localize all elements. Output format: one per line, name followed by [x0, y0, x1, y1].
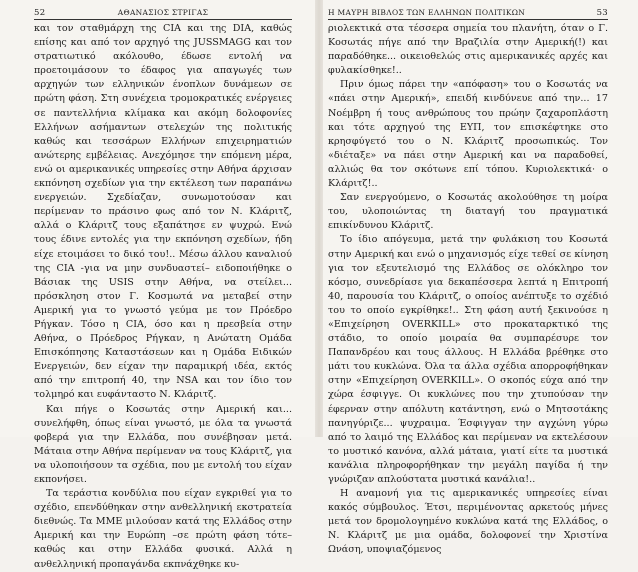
paragraph: Πριν όμως πάρει την «απόφαση» του ο Κοσωτάς να «πάει στην Αμερική», επειδή κινδύνευε από την... 17 Νοέμβρη ή τους ανθρώπους του πρώην ζαχαροπλάστη και τότε αρχηγού της ΕΥΠ, τον επισκέφτηκε στο κρησφύγετό του ο Ν. Κλάριτζ προσωπικώς. Τον «διέταξε» να πάει στην Αμερική και να παραδοθεί, αλλιώς θα τον σκότωνε επί τόπου. Κυριολεκτικά· ο Κλάριτζ!..	[328, 79, 608, 190]
left-page-body	[34, 22, 292, 572]
left-page-number: 52	[34, 8, 46, 18]
paragraph: και τον σταθμάρχη της CIA και της DIA, καθώς επίσης και από τον αρχηγό της JUSSMAGG και τον στρατιωτικό ακόλουθο, έδωσε εντολή να προετοιμάσουν το έδαφος για απαγωγές των αρχηγών των ελληνικών ένοπλων δυνάμεων σε πρώτη φάση. Στη συνέχεια τρομοκρατικές ενέργειες σε παντελλήνια κλίμακα και ακόμη δολοφονίες Ελλήνων ασήμαντων στελεχών της πολιτικής καθώς και τεσσάρων Ελλήνων επιχειρηματιών ανώτερης εμβέλειας. Ανεχόμησε την επόμενη μέρα, ενώ οι αμερικανικές υπηρεσίες στην Αθήνα άρχισαν εκπόνηση σχεδίων για την εκτέλεση των παραπάνω ενεργειών. Σχεδίαζαν, συνωμοτούσαν και περίμεναν το πράσινο φως από τον Ν. Κλάριτζ, αλλά ο Κλάριτζ τους εξαπάτησε εν ψυχρώ. Ενώ τους έδινε εντολές για την εκπόνηση σχεδίων, ήδη είχε ετοιμάσει το δικό του!.. Μέσω άλλου καναλιού της CIA -για να μην συνδυαστεί– ειδοποιήθηκε ο Βάσιακ της USIS στην Αθήνα, να στείλει... πρόσκληση στον Γ. Κοσμωτά να μεταβεί στην Αμερική για το γνωστό γεύμα με τον Πρόεδρο Ρήγκαν. Τόσο η CIA, όσο και η πρεσβεία στην Αθήνα, ο Πρόεδρος Ρήγκαν, η Ανώτατη Ομάδα Επισκόπησης Καταστάσεων και η Ομάδα Ειδικών Ενεργειών, δεν είχαν την παραμικρή ιδέα, εκτός από την επιτροπή 40, την NSA και τον ίδιο τον τολμηρό και ευφάνταστο Ν. Κλάριτζ.	[34, 23, 292, 401]
left-header-rule	[34, 19, 292, 20]
paragraph: Η αναμονή για τις αμερικανικές υπηρεσίες είναι κακός σύμβουλος. Έτσι, περιμένοντας αρκετούς μήνες μετά τον δρομολογημένο κυκλώνα κατά της Ελλάδος, ο Ν. Κλάριτζ με μια ομάδα, δολοφονεί την Χριστίνα Ωνάση, υποψιαζόμενος	[328, 488, 608, 556]
right-page-body	[328, 22, 608, 558]
paragraph: Τα τεράστια κονδύλια που είχαν εγκριθεί για το σχέδιο, επενδύθηκαν στην ανθελληνική εκστρατεία διεθνώς. Τα ΜΜΕ μιλούσαν κατά της Ελλάδος στην Αμερική και την Ευρώπη –σε πρώτη φάση τότε– καθώς και στην Ελλάδα φυσικά. Αλλά η ανθελληνική προπαγάνδα εκπνάχθηκε κυ-	[34, 488, 292, 570]
paragraph: Σαν ενεργούμενο, ο Κοσωτάς ακολούθησε τη μοίρα του, υλοποιώντας τη διαταγή του πραγματικά επικίνδυνου Κλάριτζ.	[328, 192, 608, 232]
right-running-header: Η ΜΑΥΡΗ ΒΙΒΛΟΣ ΤΩΝ ΕΛΛΗΝΩΝ ΠΟΛΙΤΙΚΩΝ	[328, 8, 526, 17]
left-running-header: ΑΘΑΝΑΣΙΟΣ ΣΤΡΙΓΑΣ	[117, 8, 209, 17]
right-page-number: 53	[596, 8, 608, 18]
right-header-rule	[328, 19, 608, 20]
paragraph: Το ίδιο απόγευμα, μετά την φυλάκιση του Κοσωτά στην Αμερική και ενώ ο μηχανισμός είχε τεθεί σε κίνηση για τον εξευτελισμό της Ελλάδος σε ολόκληρο τον κόσμο, συνεδρίασε για δεκαπέσσερα λεπτά η Επιτροπή 40, παρουσία του Κλάριτζ, ο οποίος ανέπτυξε το σχέδιό του το οποίο εγκρίθηκε!.. Στη φάση αυτή ξεκινούσε η «Επιχείρηση OVERKILL» στο προκαταρκτικό της στάδιο, το οποίο μοιραία θα συμπαρέσυρε τον Παπανδρέου και τους άλλους. Η Ελλάδα βρέθηκε στο μάτι του κυκλώνα. Όλα τα άλλα σχέδια απορροφήθηκαν στην «Επιχείρηση OVERKILL». Ο σκοπός εύχα από την χώρα έσφιγγε. Οι κυκλώνες που την χτυπούσαν την έφερναν στην απόλυτη κατάντηση, ενώ ο Μητσοτάκης πανηγύριζε... ψυχραιμα. Έσφιγγαν την αγχώνη γύρω από το λαιμό της Ελλάδος και περίμεναν να εκτελέσουν το μυστικό κανόνα, αλλά μάταια, γιατί είτε τα μυστικά κανάλια πληροφορήθηκαν την μεγάλη παγίδα ή την γνώριζαν απλούστατα μυστικά κανάλια!..	[328, 234, 608, 485]
right-page	[322, 0, 638, 556]
paragraph: Και πήγε ο Κοσωτάς στην Αμερική και... συνελήφθη, όπως είναι γνωστό, με όλα τα γνωστά φοβερά για την Ελλάδα, που συνέβησαν μετά. Μάταια στην Αθήνα περίμεναν να τους Κλάριτζ, για να υλοποιήσουν τα σχέδια, που με εντολή του είχαν εκπονήσει.	[34, 403, 292, 485]
left-page	[0, 0, 316, 570]
paragraph: ριολεκτικά στα τέσσερα σημεία του πλανήτη, όταν ο Γ. Κοσωτάς πήγε από την Βραζιλία στην Αμερική(!) και παραδόθηκε... οικειοθελώς στις αμερικανικές αρχές και φυλακίσθηκε!..	[328, 23, 608, 77]
